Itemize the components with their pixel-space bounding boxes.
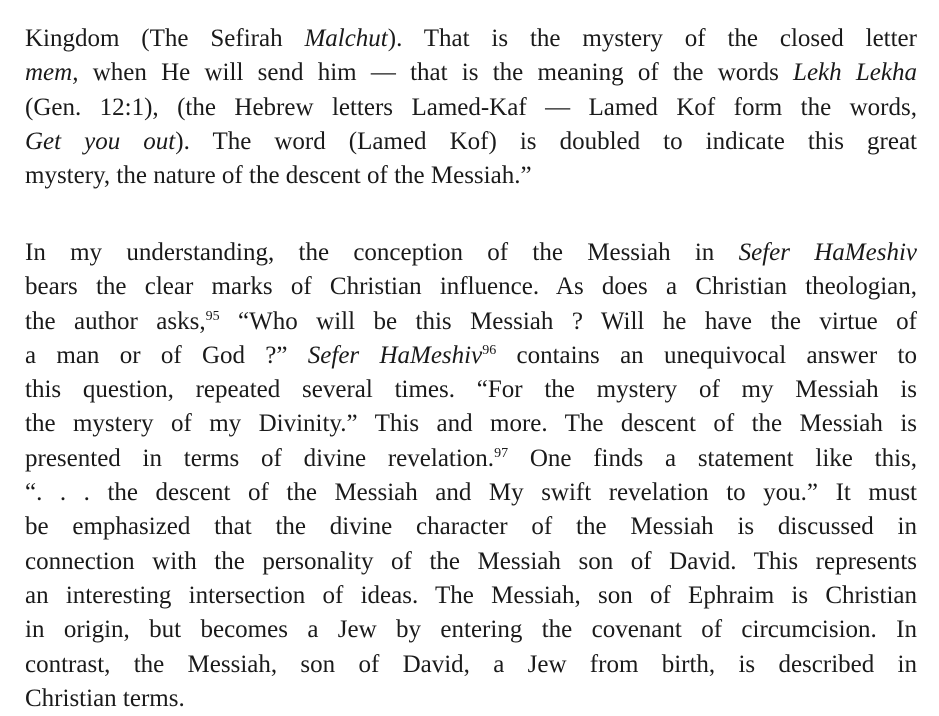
italic-text: mem, [25, 59, 79, 87]
text-run: a man or of God ?” [25, 341, 308, 369]
text-line [25, 682, 917, 716]
text-line [25, 91, 917, 125]
text-run: Christian terms. [25, 684, 185, 712]
text-line [25, 159, 917, 193]
paragraph-1 [25, 22, 917, 193]
text-line [25, 407, 917, 441]
italic-text: Malchut [304, 25, 388, 52]
text-run: an interesting intersection of ideas. The Messiah, son of Ephraim is Christian [25, 581, 917, 609]
text-run: (Gen. 12:1), (the Hebrew letters Lamed-Kaf — Lamed Kof form the words, [25, 93, 917, 121]
text-run: the mystery of my Divinity.” This and more. The descent of the Messiah is [25, 410, 917, 438]
text-run: contains an unequivocal answer to [496, 341, 917, 369]
text-run: ). The word (Lamed Kof) is doubled to indicate this great [175, 127, 918, 155]
text-run: Kingdom (The Sefirah [25, 25, 305, 52]
footnote-marker: 95 [205, 308, 220, 324]
footnote-marker: 96 [482, 342, 497, 358]
text-run: bears the clear marks of Christian influence. As does a Christian theologian, [25, 273, 917, 301]
paragraph-2 [25, 236, 917, 716]
text-run: ). That is the mystery of the closed letter [387, 25, 917, 52]
text-run: in origin, but becomes a Jew by entering the covenant of circumcision. In [25, 616, 917, 644]
text-run: mystery, the nature of the descent of the Messiah.” [25, 162, 532, 190]
text-run: connection with the personality of the Messiah son of David. This represents [25, 547, 917, 575]
text-run: contrast, the Messiah, son of David, a Jew from birth, is described in [25, 650, 917, 678]
text-line [25, 125, 917, 159]
italic-text: Sefer HaMeshiv [738, 239, 917, 266]
text-line [25, 579, 917, 613]
text-run: In my understanding, the conception of the Messiah in [25, 239, 739, 266]
text-line [25, 373, 917, 407]
text-line [25, 305, 917, 339]
text-line [25, 22, 917, 56]
text-line [25, 476, 917, 510]
italic-text: Get you out [25, 127, 176, 155]
text-line [25, 545, 917, 579]
text-run: this question, repeated several times. “For the mystery of my Messiah is [25, 376, 917, 404]
text-line [25, 236, 917, 270]
text-run: be emphasized that the divine character of the Messiah is discussed in [25, 513, 917, 541]
text-run: presented in terms of divine revelation. [25, 444, 495, 472]
italic-text: Sefer HaMeshiv [307, 341, 483, 369]
text-line [25, 442, 917, 476]
italic-text: Lekh Lekha [793, 59, 917, 87]
text-run: “. . . the descent of the Messiah and My swift revelation to you.” It must [25, 479, 917, 507]
text-line [25, 270, 917, 304]
text-line [25, 648, 917, 682]
text-run: when He will send him — that is the meaning of the words [78, 59, 794, 87]
text-line [25, 613, 917, 647]
text-run: the author asks, [25, 307, 206, 335]
text-line [25, 56, 917, 90]
footnote-marker: 97 [494, 445, 509, 461]
text-run: “Who will be this Messiah ? Will he have the virtue of [219, 307, 918, 335]
text-line [25, 339, 917, 373]
text-run: One finds a statement like this, [508, 444, 917, 472]
text-line [25, 510, 917, 544]
